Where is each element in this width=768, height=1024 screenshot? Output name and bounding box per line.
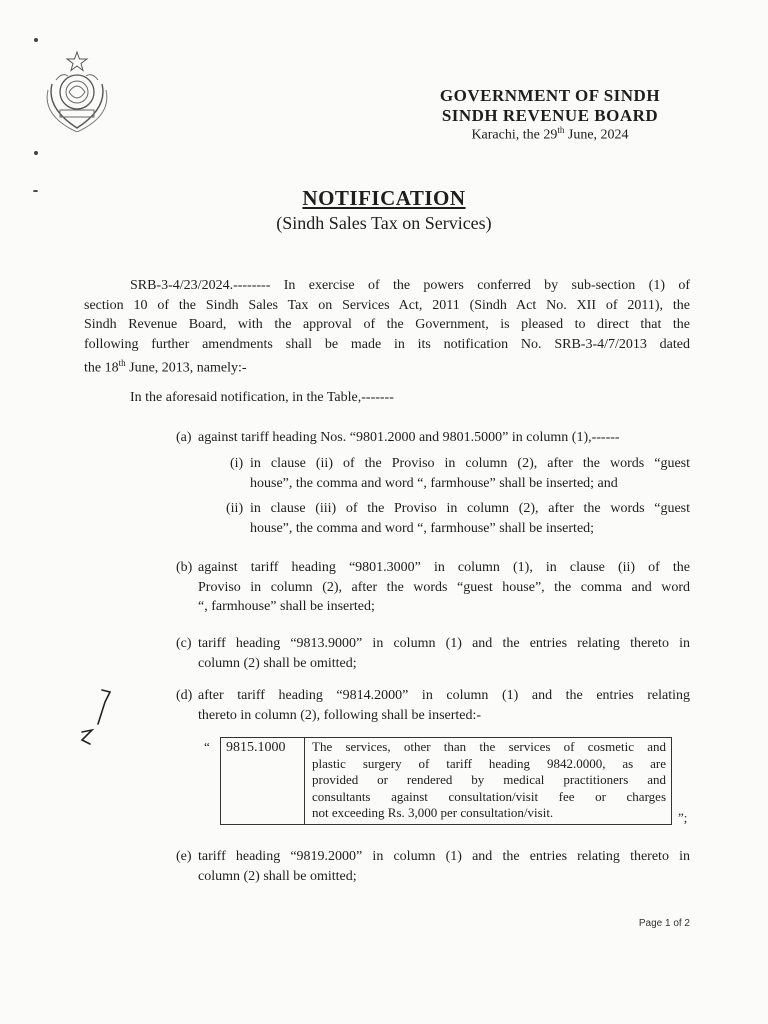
item-d-label: (d) xyxy=(176,688,193,703)
scan-mark xyxy=(34,151,38,155)
table-open-quote: “ xyxy=(204,739,210,754)
table-column-divider xyxy=(304,737,305,825)
item-c-line: column (2) shall be omitted; xyxy=(198,655,357,671)
table-description-line: consultants against consultation/visit fee or charges xyxy=(312,788,666,804)
item-b-line: Proviso in column (2), after the words “guest house”, the comma and word xyxy=(198,579,690,595)
item-a-ii-line: house”, the comma and word “, farmhouse” shall be inserted; xyxy=(250,520,595,536)
item-a-text: against tariff heading Nos. “9801.2000 and 9801.5000” in column (1),------ xyxy=(198,430,620,445)
page-subtitle: (Sindh Sales Tax on Services) xyxy=(276,213,492,233)
table-description xyxy=(312,739,666,822)
item-d-line: thereto in column (2), following shall be inserted:- xyxy=(198,707,482,723)
handwritten-mark-icon xyxy=(74,686,120,748)
header-government: GOVERNMENT OF SINDH xyxy=(439,86,661,105)
intro-line: section 10 of the Sindh Sales Tax on Services Act, 2011 (Sindh Act No. XII of 2011), the xyxy=(84,297,690,313)
page-number: Page 1 of 2 xyxy=(638,918,690,929)
lead-line: In the aforesaid notification, in the Table,------- xyxy=(130,390,394,405)
table-tariff-code: 9815.1000 xyxy=(226,740,286,755)
intro-line: the 18th June, 2013, namely:- xyxy=(84,358,247,376)
item-a-ii-line: in clause (iii) of the Proviso in column (2), after the words “guest xyxy=(250,501,690,516)
intro-line: Sindh Revenue Board, with the approval of the Government, is pleased to direct that the xyxy=(84,317,690,332)
table-description-line: The services, other than the services of cosmetic and xyxy=(312,739,666,754)
header-board: SINDH REVENUE BOARD xyxy=(441,106,659,125)
item-e-line: tariff heading “9819.2000” in column (1) and the entries relating thereto in xyxy=(198,849,690,864)
intro-line: following further amendments shall be made in its notification No. SRB-3-4/7/2013 dated xyxy=(84,336,690,352)
table-close-quote: ”; xyxy=(678,810,688,825)
header-date: Karachi, the 29th June, 2024 xyxy=(471,125,629,143)
government-emblem-icon xyxy=(38,50,116,132)
item-e-line: column (2) shall be omitted; xyxy=(198,868,357,884)
item-b-label: (b) xyxy=(176,560,193,575)
item-b-line: “, farmhouse” shall be inserted; xyxy=(198,599,375,614)
item-b-line: against tariff heading “9801.3000” in column (1), in clause (ii) of the xyxy=(198,560,690,575)
item-c-line: tariff heading “9813.9000” in column (1) and the entries relating thereto in xyxy=(198,636,690,651)
item-a-ii-label: (ii) xyxy=(226,501,244,516)
table-description-line: plastic surgery of tariff heading 9842.0000, as are xyxy=(312,755,666,771)
item-a-label: (a) xyxy=(176,430,192,445)
item-a-i-label: (i) xyxy=(230,456,244,471)
item-a-i-line: in clause (ii) of the Proviso in column (2), after the words “guest xyxy=(250,456,690,471)
table-description-line: provided or rendered by medical practitioners and xyxy=(312,772,666,787)
intro-line: SRB-3-4/23/2024.-------- In exercise of the powers conferred by sub-section (1) of xyxy=(130,278,690,293)
item-e-label: (e) xyxy=(176,849,192,864)
table-description-line: not exceeding Rs. 3,000 per consultation/visit. xyxy=(312,805,554,820)
page-title: NOTIFICATION xyxy=(302,186,466,210)
item-a-i-line: house”, the comma and word “, farmhouse” shall be inserted; and xyxy=(250,475,618,491)
scan-mark xyxy=(34,38,38,42)
item-c-label: (c) xyxy=(176,636,192,651)
item-d-line: after tariff heading “9814.2000” in column (1) and the entries relating xyxy=(198,688,690,703)
